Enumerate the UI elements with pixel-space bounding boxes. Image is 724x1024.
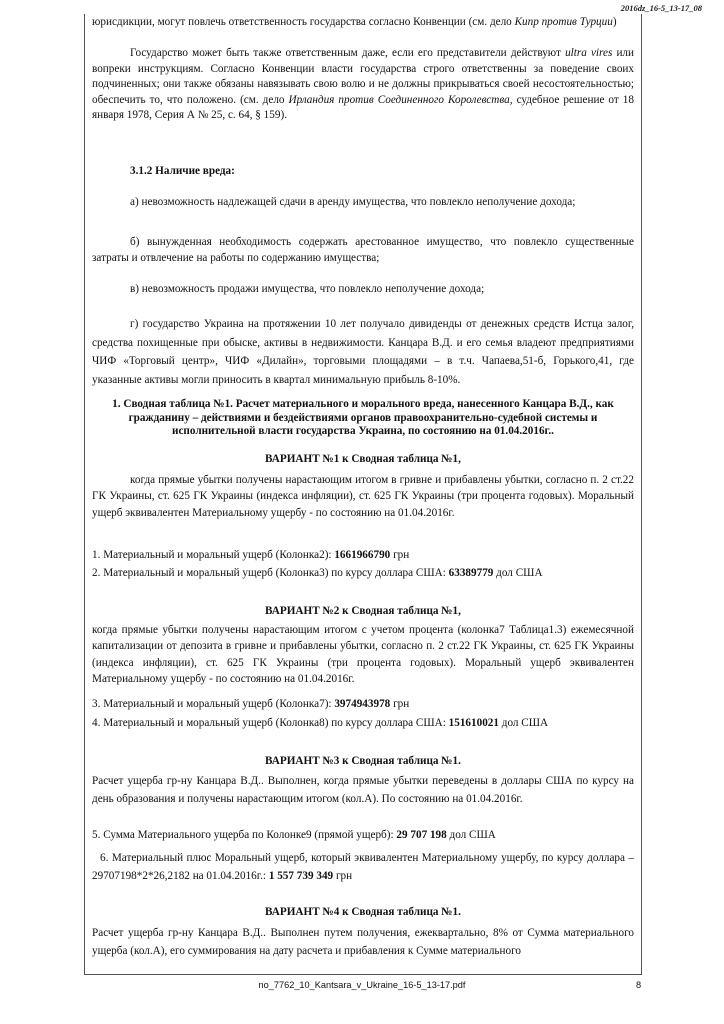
harm-item-b: б) вынужденная необходимость содержать арестованное имущество, что повлекло существенные затраты и отвлечение на работы по содержанию имущества;	[92, 236, 634, 264]
variant4-text: Расчет ущерба гр-ну Канцара В.Д.. Выполнен путем получения, ежеквартально, 8% от Сумма материального ущерба (кол.А), его суммирования на дату расчета и прибавления к Сумме материального	[92, 927, 634, 957]
variant4-title: ВАРИАНТ №4 к Сводная таблица №1.	[265, 906, 461, 918]
variant1-text: когда прямые убытки получены нарастающим итогом в гривне и прибавлены убытки, согласно п. 2 ст.22 ГК Украины, ст. 625 ГК Украины (индекса инфляции), ст. 625 ГК Украины (три процента годовых). Моральный ущерб эквивалентен Материальному ущербу - по состоянию на 01.04.2016г.	[92, 474, 634, 519]
harm-item-c: в) невозможность продажи имущества, что повлекло неполучение дохода;	[130, 283, 485, 295]
section-heading: 3.1.2 Наличие вреда:	[130, 165, 235, 177]
variant3-text: Расчет ущерба гр-ну Канцара В.Д.. Выполнен, когда прямые убытки переведены в доллары США по курсу на день образования и получены нарастающим итогом (кол.А). По состоянию на 01.04.2016г.	[92, 775, 634, 805]
page-number: 8	[636, 980, 642, 990]
variant2-title: ВАРИАНТ №2 к Сводная таблица №1,	[265, 605, 461, 617]
variant2-text: когда прямые убытки получены нарастающим итогом с учетом процента (колонка7 Таблица1.3) ежемесячной капитализации от депозита в гривне и прибавлены убытки, согласно п. 2 ст.22 ГК Украины, ст. 625 ГК Украины (индекса инфляции), ст. 625 ГК Украины (три процента годовых). Моральный ущерб эквивалентен Материальному ущербу - по состоянию на 01.04.2016г.	[92, 624, 634, 686]
damage-item-5: 5. Сумма Материального ущерба по Колонке9 (прямой ущерб): 29 707 198 дол США	[92, 829, 496, 841]
harm-item-a: а) невозможность надлежащей сдачи в аренду имущества, что повлекло неполучение дохода;	[130, 196, 576, 208]
harm-item-d: г) государство Украина на протяжении 10 лет получало дивиденды от денежных средств Истца залог, средства похищенные при обыске, активы в недвижимости. Канцара В.Д. и его семья владеют предприятиями ЧИФ «Торговый центр», ЧИФ «Дилайн», торговыми площадями – в т.ч. Чапаева,51-б, Горького,41, где указанные активы могли приносить в квартал минимальную прибыль 8-10%.	[92, 318, 634, 386]
paragraph-jurisdiction: юрисдикции, могут повлечь ответственность государства согласно Конвенции (см. дело Кипр против Турции)	[92, 16, 617, 28]
paragraph-state-responsibility: Государство может быть также ответственным даже, если его представители действуют ultra vires или вопреки инструкциям. Согласно Конвенции власти государства строго ответственны за поведение своих подчиненных; они также обязаны навязывать свою волю и не должны прикрываться своей несостоятельностью; обеспечить то, что положено. (см. дело Ирландия против Соединенного Королевства, судебное решение от 18 января 1978, Серия А № 25, с. 64, § 159).	[92, 47, 634, 122]
damage-item-2: 2. Материальный и моральный ущерб (Колонка3) по курсу доллара США: 63389779 дол США	[92, 567, 543, 579]
variant1-title: ВАРИАНТ №1 к Сводная таблица №1,	[265, 453, 461, 465]
damage-item-1: 1. Материальный и моральный ущерб (Колонка2): 1661966790 грн	[92, 549, 410, 561]
damage-item-4: 4. Материальный и моральный ущерб (Колонка8) по курсу доллара США: 151610021 дол США	[92, 717, 549, 729]
summary-table-title: 1. Сводная таблица №1. Расчет материального и морального вреда, нанесенного Канцара В.Д., как гражданину – действиями и бездействиями органов правоохранительно-судебной системы и исполнительной власти государства Украина, по состоянию на 01.04.2016г..	[112, 398, 614, 437]
footer-filename: no_7762_10_Kantsara_v_Ukraine_16-5_13-17.pdf	[258, 980, 466, 990]
damage-item-3: 3. Материальный и моральный ущерб (Колонка7): 3974943978 грн	[92, 698, 410, 710]
header-stamp: 2016dz_16-5_13-17_08	[620, 3, 702, 13]
damage-item-6: 6. Материальный плюс Моральный ущерб, который эквивалентен Материальному ущербу, по курсу доллара – 29707198*2*26,2182 на 01.04.2016г.: 1 557 739 349 грн	[92, 852, 634, 882]
variant3-title: ВАРИАНТ №3 к Сводная таблица №1.	[265, 755, 461, 767]
